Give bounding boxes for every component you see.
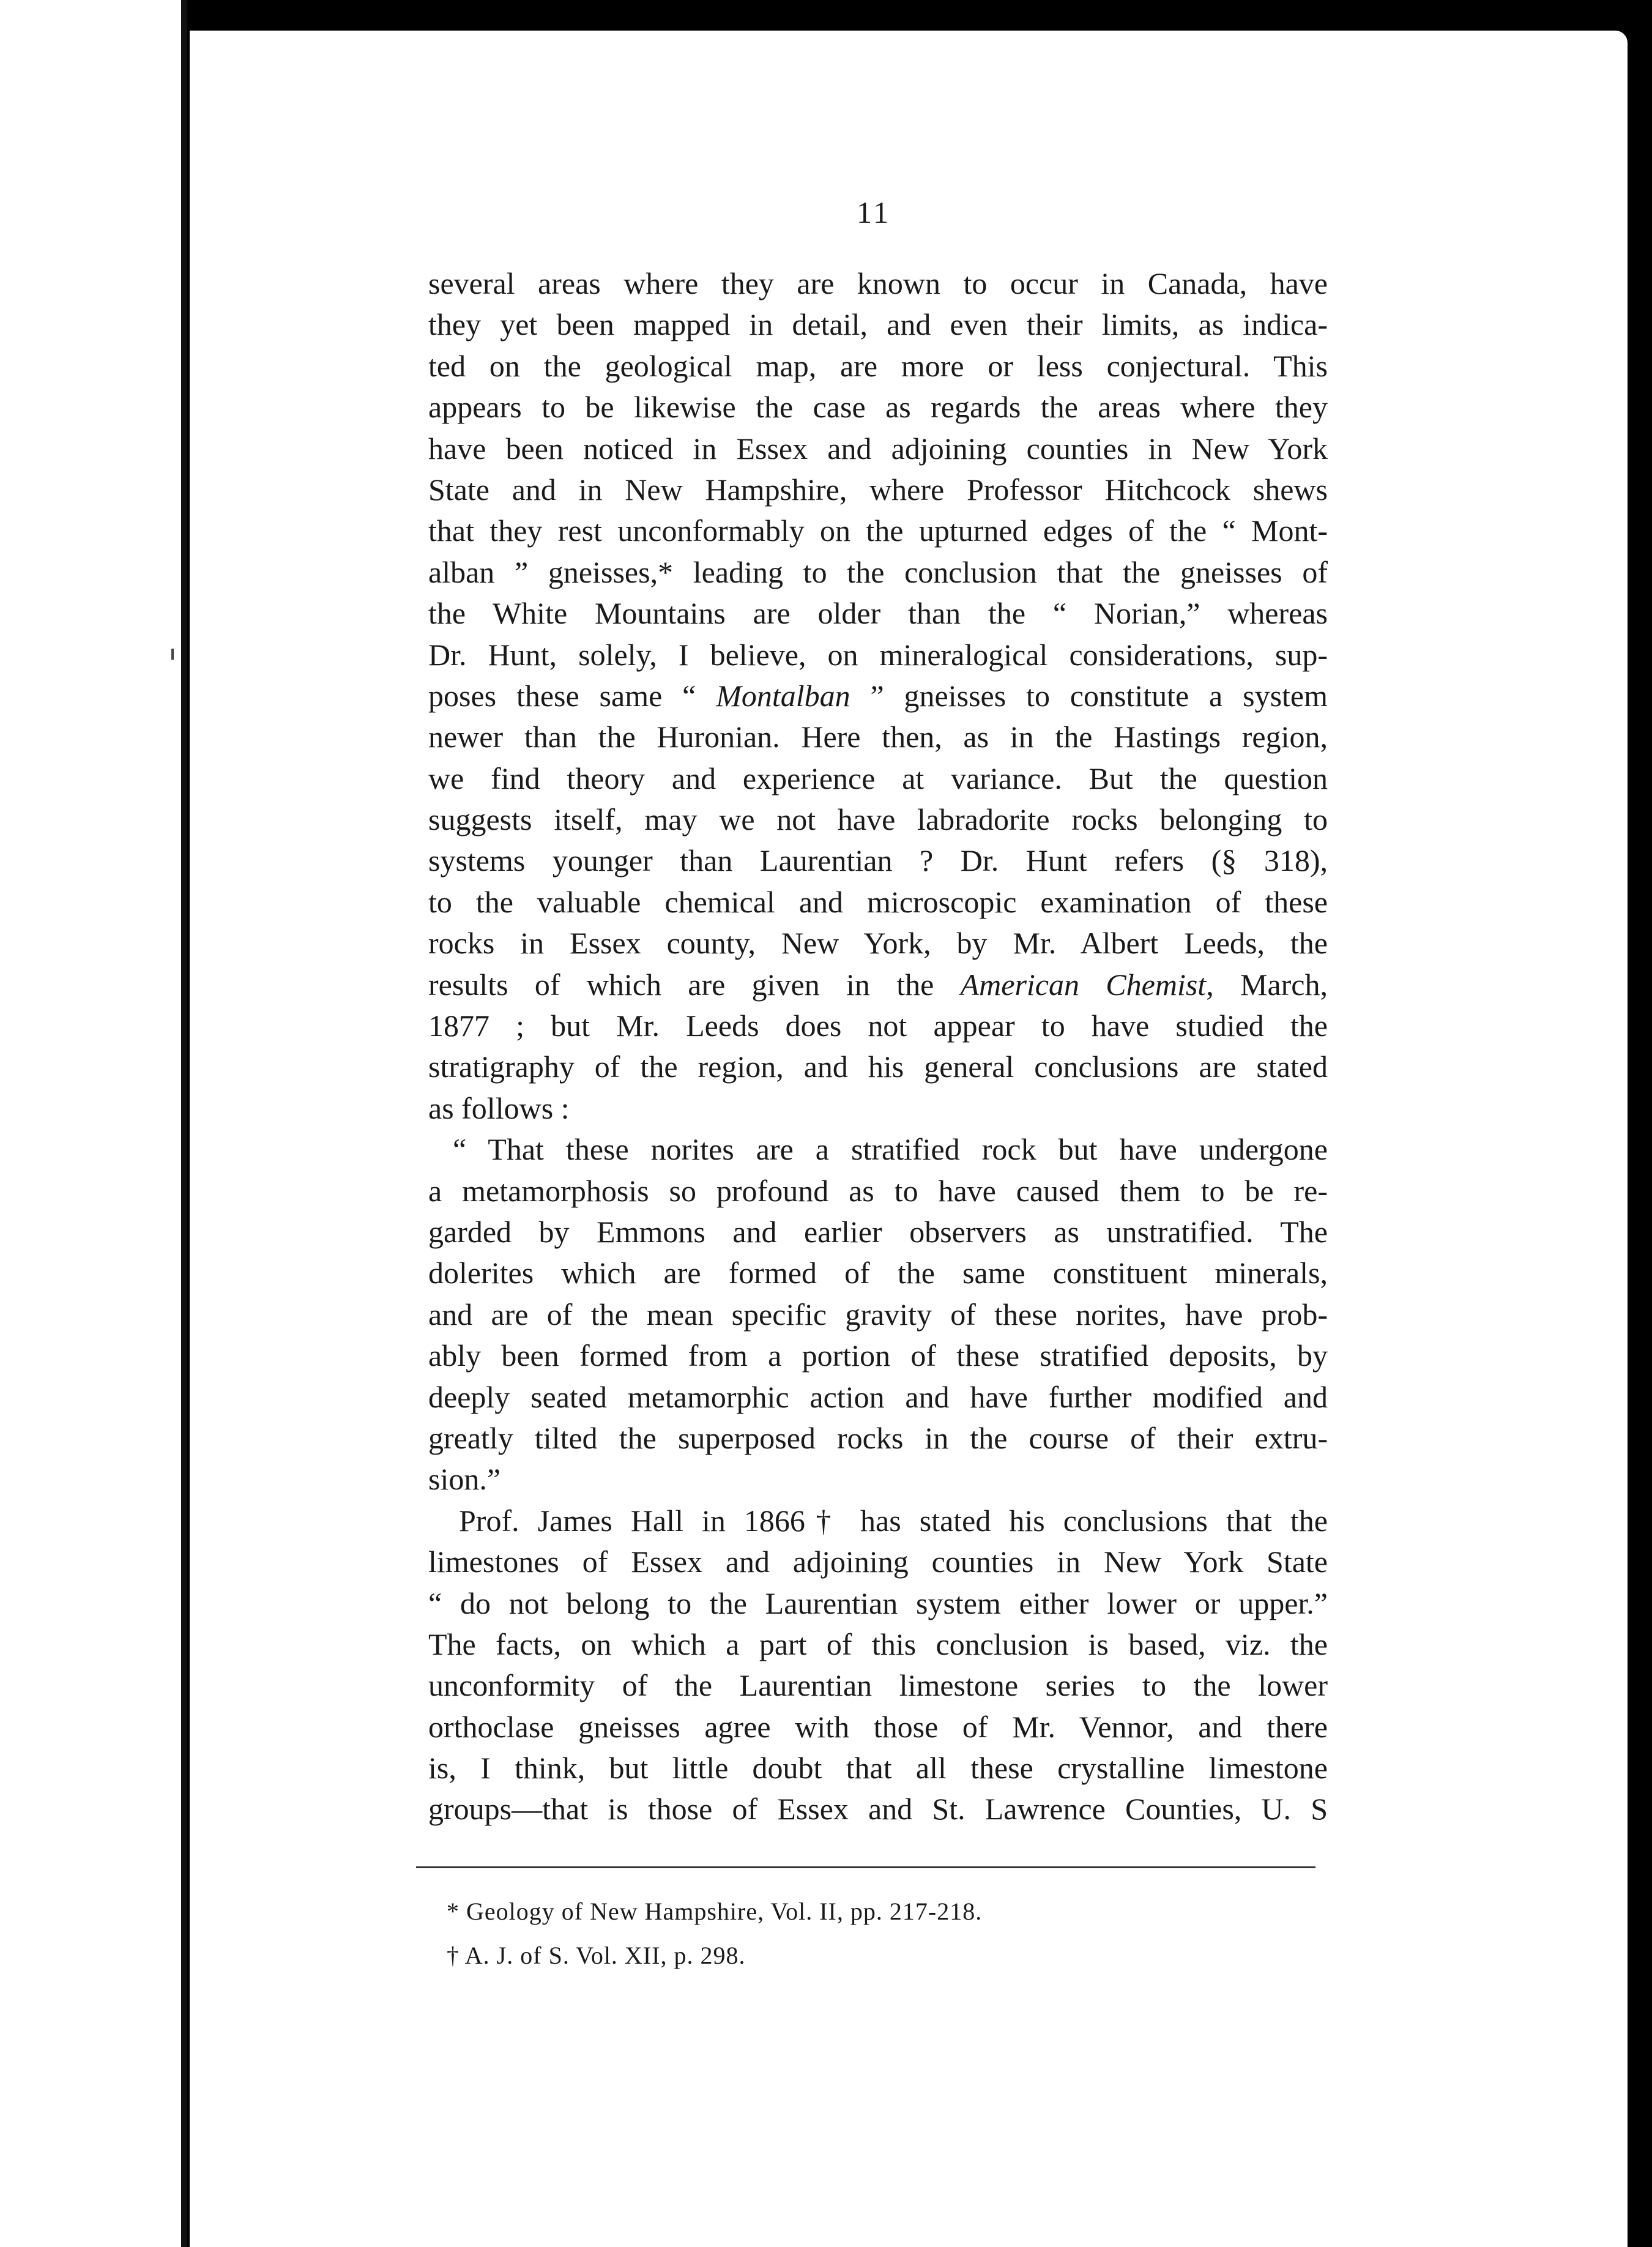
text-line: poses these same “ Montalban ” gneisses to constitute a system bbox=[428, 678, 1328, 713]
footnote-rule bbox=[416, 1866, 1315, 1868]
text-line: that they rest unconformably on the upturned edges of the “ Mont- bbox=[428, 513, 1328, 548]
binding-shadow bbox=[181, 0, 187, 2247]
footnote-2: † A. J. of S. Vol. XII, p. 298. bbox=[447, 1942, 746, 1969]
footnote-1: * Geology of New Hampshire, Vol. II, pp. 217-218. bbox=[447, 1898, 983, 1925]
footnotes bbox=[447, 1890, 1303, 1978]
text-line: greatly tilted the superposed rocks in the course of their extru- bbox=[428, 1420, 1328, 1455]
page-number: 11 bbox=[857, 195, 891, 229]
text-line: “ do not belong to the Laurentian system either lower or upper.” bbox=[428, 1586, 1328, 1620]
text-line: ably been formed from a portion of these stratified deposits, by bbox=[428, 1338, 1328, 1373]
text-line: is, I think, but little doubt that all these crystalline limestone bbox=[428, 1751, 1328, 1786]
text-line: newer than the Huronian. Here then, as in the Hastings region, bbox=[428, 720, 1328, 755]
text-line: unconformity of the Laurentian limestone series to the lower bbox=[428, 1668, 1328, 1703]
text-line: have been noticed in Essex and adjoining counties in New York bbox=[428, 431, 1328, 466]
text-line: orthoclase gneisses agree with those of Mr. Vennor, and there bbox=[428, 1709, 1328, 1744]
text-line: as follows : bbox=[428, 1090, 570, 1125]
text-line: 1877 ; but Mr. Leeds does not appear to have studied the bbox=[428, 1008, 1328, 1043]
margin-mark bbox=[171, 649, 174, 660]
text-line: Dr. Hunt, solely, I believe, on mineralogical considerations, sup- bbox=[428, 637, 1328, 672]
text-line: a metamorphosis so profound as to have caused them to be re- bbox=[428, 1173, 1328, 1208]
text-line: dolerites which are formed of the same constituent minerals, bbox=[428, 1256, 1328, 1291]
text-line: limestones of Essex and adjoining counties in New York State bbox=[428, 1545, 1328, 1579]
text-line: rocks in Essex county, New York, by Mr. Albert Leeds, the bbox=[428, 926, 1328, 961]
text-line: sion.” bbox=[428, 1462, 501, 1497]
text-line: they yet been mapped in detail, and even their limits, as indica- bbox=[428, 307, 1328, 342]
text-line: alban ” gneisses,* leading to the conclusion that the gneisses of bbox=[428, 554, 1328, 589]
text-line: results of which are given in the American Chemist, March, bbox=[428, 967, 1328, 1002]
text-line: appears to be likewise the case as regards the areas where they bbox=[428, 390, 1328, 425]
text-line: several areas where they are known to occur in Canada, have bbox=[428, 266, 1328, 300]
text-line: “ That these norites are a stratified rock but have undergone bbox=[453, 1132, 1328, 1167]
text-line: systems younger than Laurentian ? Dr. Hunt refers (§ 318), bbox=[428, 843, 1328, 878]
text-line: ted on the geological map, are more or less conjectural. This bbox=[428, 348, 1328, 383]
text-line: and are of the mean specific gravity of these norites, have prob- bbox=[428, 1297, 1328, 1332]
text-line: Prof. James Hall in 1866† has stated his conclusions that the bbox=[459, 1503, 1328, 1538]
text-line: the White Mountains are older than the “ Norian,” whereas bbox=[428, 596, 1328, 631]
text-line: to the valuable chemical and microscopic examination of these bbox=[428, 884, 1328, 919]
text-line: garded by Emmons and earlier observers as unstratified. The bbox=[428, 1214, 1328, 1249]
text-line: The facts, on which a part of this conclusion is based, viz. the bbox=[428, 1627, 1328, 1661]
text-line: deeply seated metamorphic action and have further modified and bbox=[428, 1379, 1328, 1414]
text-line: we find theory and experience at variance. But the question bbox=[428, 761, 1328, 796]
body-text bbox=[428, 263, 1328, 1830]
text-line: suggests itself, may we not have labradorite rocks belonging to bbox=[428, 802, 1328, 837]
text-line: stratigraphy of the region, and his general conclusions are stated bbox=[428, 1049, 1328, 1084]
facing-page-edge bbox=[0, 0, 184, 2247]
text-line: State and in New Hampshire, where Professor Hitchcock shews bbox=[428, 472, 1328, 507]
text-line: groups—that is those of Essex and St. Lawrence Counties, U. S bbox=[428, 1792, 1328, 1827]
